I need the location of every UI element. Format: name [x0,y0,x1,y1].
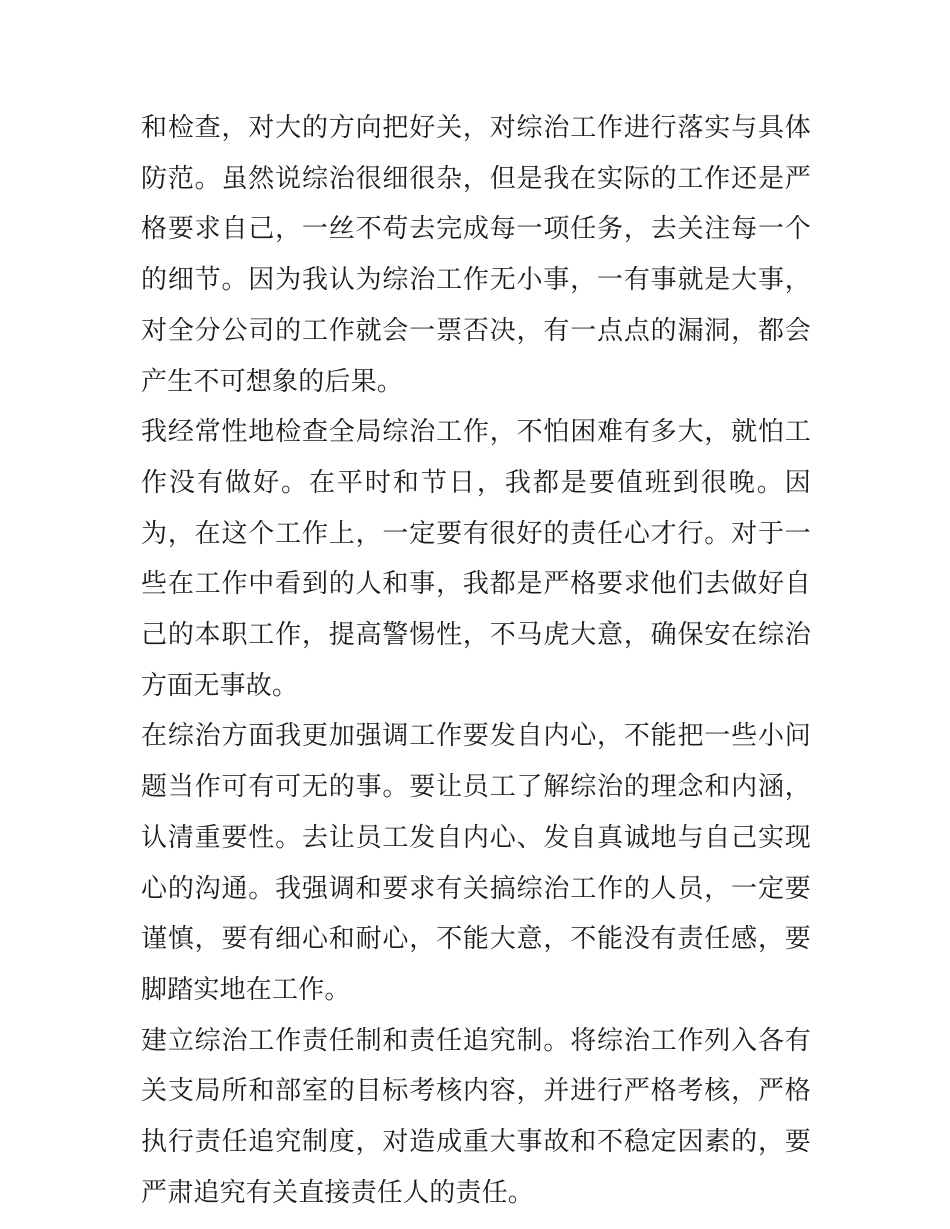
document-body [141,103,811,1218]
paragraph-3: 在综治方面我更加强调工作要发自内心，不能把一些小问题当作可有可无的事。要让员工了解综治的理念和内涵，认清重要性。去让员工发自内心、发自真诚地与自己实现心的沟通。我强调和要求有关搞综治工作的人员，一定要谨慎，要有细心和耐心，不能大意，不能没有责任感，要脚踏实地在工作。 [141,721,811,1005]
paragraph-4: 建立综治工作责任制和责任追究制。将综治工作列入各有关支局所和部室的目标考核内容，并进行严格考核，严格执行责任追究制度，对造成重大事故和不稳定因素的，要严肃追究有关直接责任人的责任。 [141,1025,811,1208]
paragraph-2: 我经常性地检查全局综治工作，不怕困难有多大，就怕工作没有做好。在平时和节日，我都是要值班到很晚。因为，在这个工作上，一定要有很好的责任心才行。对于一些在工作中看到的人和事，我都是严格要求他们去做好自己的本职工作，提高警惕性，不马虎大意，确保安在综治方面无事故。 [141,417,811,701]
paragraph-1: 和检查，对大的方向把好关，对综治工作进行落实与具体防范。虽然说综治很细很杂，但是我在实际的工作还是严格要求自己，一丝不苟去完成每一项任务，去关注每一个的细节。因为我认为综治工作无小事，一有事就是大事，对全分公司的工作就会一票否决，有一点点的漏洞，都会产生不可想象的后果。 [141,113,811,397]
